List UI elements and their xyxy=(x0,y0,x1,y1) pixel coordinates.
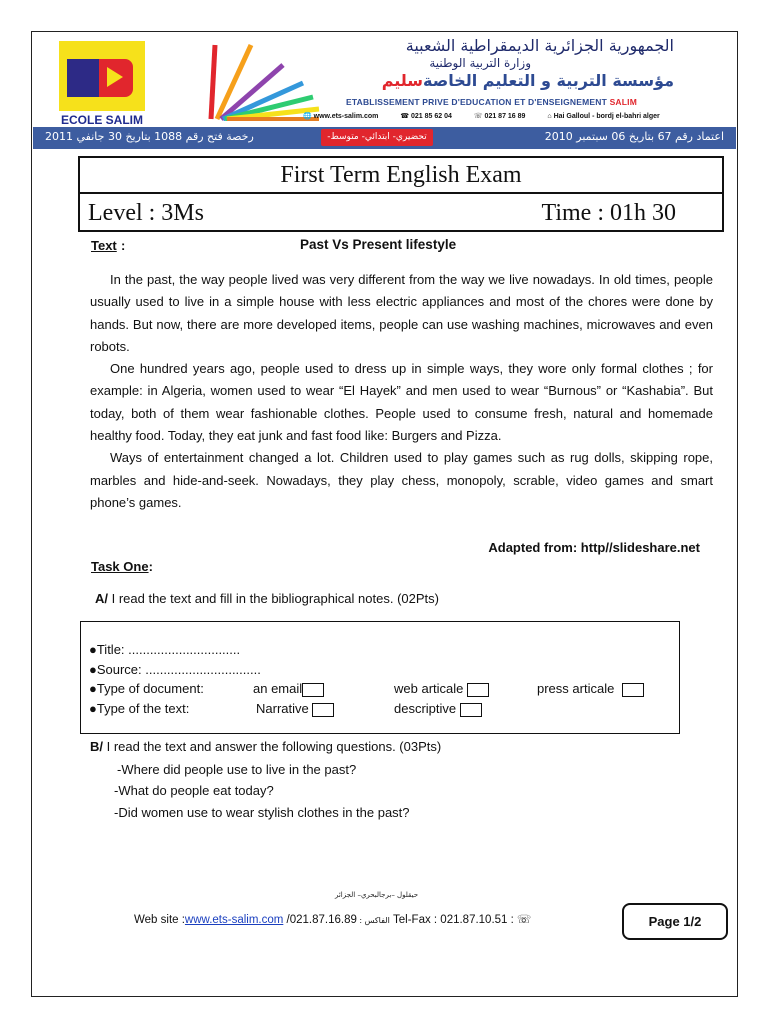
task-a-instruction: A/ I read the text and fill in the bibliographical notes. (02Pts) xyxy=(95,591,439,606)
page-number: Page 1/2 xyxy=(622,903,728,940)
website-text: 🌐 www.ets-salim.com xyxy=(303,113,379,120)
paragraph: In the past, the way people lived was very different from the way we live nowadays. In old times, people usually used to live in a simple house with less electric appliances and most of the chores were done by hands. But now, there are more developed items, people can use washing machines, microwaves and even robots. xyxy=(90,272,713,354)
exam-level: Level : 3Ms xyxy=(88,200,204,226)
task-one-heading: Task One: xyxy=(91,559,153,574)
note-source: ●Source: ................................ xyxy=(89,662,261,677)
address-text: ⌂ Hai Galloul - bordj el-bahri alger xyxy=(547,113,660,120)
ministry-name: وزارة التربية الوطنية xyxy=(429,56,531,70)
option-descriptive: descriptive xyxy=(394,701,482,717)
option-narrative: Narrative xyxy=(256,701,334,717)
pencils-icon xyxy=(201,35,341,121)
republic-name: الجمهورية الجزائرية الديمقراطية الشعبية xyxy=(405,36,674,55)
establishment-name: ETABLISSEMENT PRIVE D'EDUCATION ET D'ENSEIGNEMENT SALIM xyxy=(346,97,638,107)
website-link[interactable]: www.ets-salim.com xyxy=(184,914,284,926)
text-label-colon: : xyxy=(121,238,126,253)
option-email: an email xyxy=(253,681,324,697)
note-doc-type-label: ●Type of document: xyxy=(89,681,204,696)
exam-level-time xyxy=(78,194,724,232)
letterhead xyxy=(33,33,736,127)
option-press: press articale xyxy=(537,681,644,697)
phone-text: ☎ 021 85 62 04 xyxy=(400,113,452,120)
note-text-type-label: ●Type of the text: xyxy=(89,701,190,716)
phone2-text: ☏ 021 87 16 89 xyxy=(473,113,526,120)
fax-icon: ☏ xyxy=(517,914,532,926)
source-credit: Adapted from: http//slideshare.net xyxy=(488,540,700,555)
checkbox-press[interactable] xyxy=(622,683,644,697)
bibliographical-notes xyxy=(80,621,680,734)
question: -Where did people use to live in the past? xyxy=(117,762,357,777)
task-b-instruction: B/ I read the text and answer the following questions. (03Pts) xyxy=(90,739,442,754)
footer-contact: Web site :www.ets-salim.com /021.87.16.89 : الفاكس Tel-Fax : 021.87.10.51 : ☏ xyxy=(134,914,532,926)
institution-name: مؤسسة التربية و التعليم الخاصةسليم xyxy=(381,71,674,90)
question: -What do people eat today? xyxy=(114,783,274,798)
paragraph: Ways of entertainment changed a lot. Children used to play games such as rug dolls, skipping rope, marbles and hide-and-seek. Nowadays, they play chess, monopoly, scrable, video games and smart phone’s games. xyxy=(90,450,713,510)
school-logo xyxy=(59,41,145,111)
checkbox-email[interactable] xyxy=(302,683,324,697)
reading-text xyxy=(90,269,713,514)
accreditation-text: اعتماد رقم 67 بتاريخ 06 سبتمبر 2010 xyxy=(544,130,724,143)
footer-address: حيقلول –برجالبحري– الجزائر xyxy=(335,891,419,899)
checkbox-narrative[interactable] xyxy=(312,703,334,717)
text-title: Past Vs Present lifestyle xyxy=(300,237,457,252)
text-label: Text xyxy=(91,238,117,253)
exam-time: Time : 01h 30 xyxy=(541,200,676,226)
contact-row xyxy=(303,112,680,120)
exam-title: First Term English Exam xyxy=(78,156,724,194)
question: -Did women use to wear stylish clothes in the past? xyxy=(114,805,410,820)
checkbox-web[interactable] xyxy=(467,683,489,697)
license-text: رخصة فتح رقم 1088 بتاريخ 30 جانفي 2011 xyxy=(45,130,254,143)
checkbox-descriptive[interactable] xyxy=(460,703,482,717)
option-web: web articale xyxy=(394,681,489,697)
school-name: ECOLE SALIM xyxy=(60,113,143,127)
license-strip xyxy=(33,127,736,159)
paragraph: One hundred years ago, people used to dress up in simple ways, they wore only formal clothes ; for example: in Algeria, women used to wear “El Hayek” and men used to wear “Burnous” or “Kashabia”. But today, both of them wear fashionable clothes. People used to consume fresh, natural and homemade healthy food. Today, they eat junk and fast food like: Burgers and Pizza. xyxy=(90,361,713,444)
levels-badge: تحضيري- ابتدائي- متوسط- ثانوي xyxy=(321,129,433,146)
note-title: ●Title: ............................... xyxy=(89,642,241,657)
